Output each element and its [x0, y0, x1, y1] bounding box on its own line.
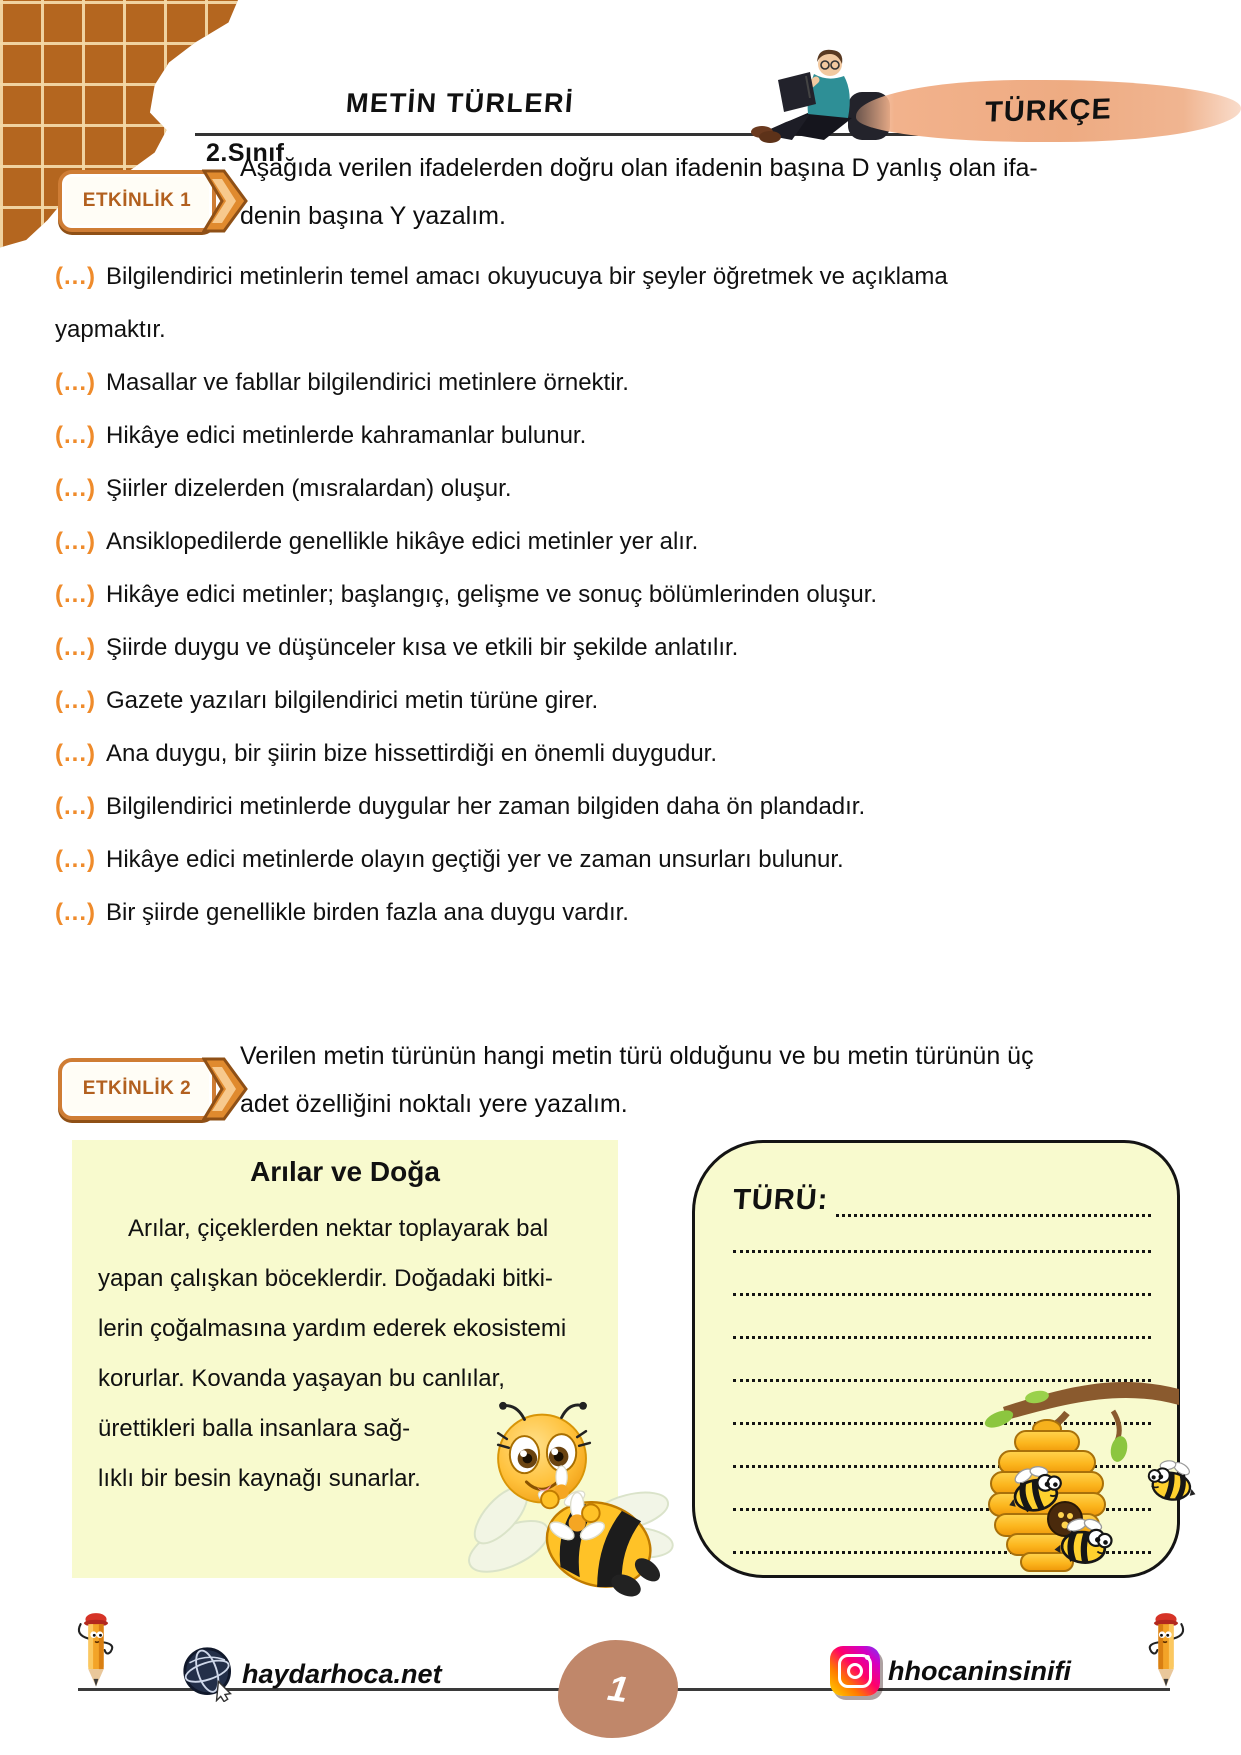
instagram-branding	[830, 1646, 1071, 1696]
answer-marker[interactable]: (...)	[55, 634, 96, 661]
instagram-icon	[830, 1646, 880, 1696]
statement-row: (...) Masallar ve fabllar bilgilendirici metinlere örnektir.	[55, 369, 629, 396]
statement-row: (...) Bilgilendirici metinlerde duygular her zaman bilgiden daha ön plandadır.	[55, 793, 866, 820]
answer-marker[interactable]: (...)	[55, 899, 96, 926]
reading-line: ürettikleri balla insanlara sağ-	[98, 1415, 411, 1442]
statement-list	[55, 250, 1065, 939]
statement-row: (...) Hikâye edici metinler; başlangıç, gelişme ve sonuç bölümlerinden oluşur.	[55, 581, 878, 608]
statement-row: (...) Şiirler dizelerden (mısralardan) oluşur.	[55, 475, 512, 502]
page-title: METİN TÜRLERİ	[344, 88, 576, 118]
activity2-badge: ETKİNLİK 2	[58, 1058, 216, 1120]
answer-marker[interactable]: (...)	[55, 846, 96, 873]
statement-row: (...) Hikâye edici metinlerde olayın geçtiği yer ve zaman unsurları bulunur.	[55, 846, 844, 873]
answer-marker[interactable]: (...)	[55, 740, 96, 767]
statement-row: (...) Ansiklopedilerde genellikle hikâye edici metinler yer alır.	[55, 528, 699, 555]
answer-line[interactable]	[733, 1250, 1151, 1253]
activity1-instruction: Aşağıda verilen ifadelerden doğru olan ifadenin başına D yanlış olan ifa- denin başına Y yazalım.	[240, 154, 1038, 230]
website-branding	[182, 1646, 442, 1702]
answer-marker[interactable]: (...)	[55, 793, 96, 820]
statement-row: (...) Ana duygu, bir şiirin bize hissettirdiği en önemli duygudur.	[55, 740, 718, 767]
subject-brush-banner	[856, 80, 1241, 142]
grade-label: 2.Sınıf	[206, 139, 285, 167]
answer-marker[interactable]: (...)	[55, 263, 96, 290]
subject-label: TÜRKÇE	[984, 92, 1113, 129]
reading-line: lerin çoğalmasına yardım ederek ekosistemi	[98, 1315, 567, 1342]
answer-marker[interactable]: (...)	[55, 581, 96, 608]
instagram-label: hhocaninsinifi	[888, 1655, 1072, 1686]
answer-box	[692, 1140, 1180, 1578]
website-label: haydarhoca.net	[242, 1658, 442, 1689]
statement-row: (...) Şiirde duygu ve düşünceler kısa ve etkili bir şekilde anlatılır.	[55, 634, 739, 661]
bee-illustration	[447, 1398, 682, 1603]
reading-passage-box	[72, 1140, 618, 1578]
answer-marker[interactable]: (...)	[55, 475, 96, 502]
pencil-mascot	[72, 1610, 120, 1692]
passage-title: Arılar ve Doğa	[250, 1156, 440, 1187]
small-bee-icon	[1053, 1514, 1116, 1570]
type-answer-line[interactable]	[836, 1181, 1151, 1217]
reading-line: lıklı bir besin kaynağı sunarlar.	[98, 1465, 421, 1492]
answer-line[interactable]	[733, 1336, 1151, 1339]
type-label: TÜRÜ:	[731, 1184, 830, 1216]
statement-row: (...) Bilgilendirici metinlerin temel amacı okuyucuya bir şeyler öğretmek ve açıklama yapmaktır.	[55, 263, 948, 343]
answer-marker[interactable]: (...)	[55, 528, 96, 555]
reading-line: Arılar, çiçeklerden nektar toplayarak bal	[128, 1215, 549, 1242]
activity2-instruction: Verilen metin türünün hangi metin türü olduğunu ve bu metin türünün üç adet özelliğini noktalı yere yazalım.	[240, 1042, 1034, 1118]
reading-line: yapan çalışkan böceklerdir. Doğadaki bitki-	[98, 1265, 553, 1292]
reading-line: korurlar. Kovanda yaşayan bu canlılar,	[98, 1365, 505, 1392]
statement-row: (...) Gazete yazıları bilgilendirici metin türüne girer.	[55, 687, 599, 714]
small-bee-icon	[1003, 1461, 1067, 1520]
small-bee-icon	[1144, 1456, 1200, 1508]
answer-line[interactable]	[733, 1293, 1151, 1296]
answer-marker[interactable]: (...)	[55, 369, 96, 396]
statement-row: (...) Hikâye edici metinlerde kahramanlar bulunur.	[55, 422, 587, 449]
type-row	[733, 1181, 1151, 1217]
activity1-badge: ETKİNLİK 1	[58, 170, 216, 232]
pencil-mascot	[1142, 1610, 1190, 1692]
page-number-blob	[558, 1640, 678, 1738]
answer-marker[interactable]: (...)	[55, 687, 96, 714]
answer-marker[interactable]: (...)	[55, 422, 96, 449]
page-number: 1	[605, 1666, 631, 1711]
globe-icon	[182, 1646, 238, 1702]
statement-row: (...) Bir şiirde genellikle birden fazla ana duygu vardır.	[55, 899, 629, 926]
